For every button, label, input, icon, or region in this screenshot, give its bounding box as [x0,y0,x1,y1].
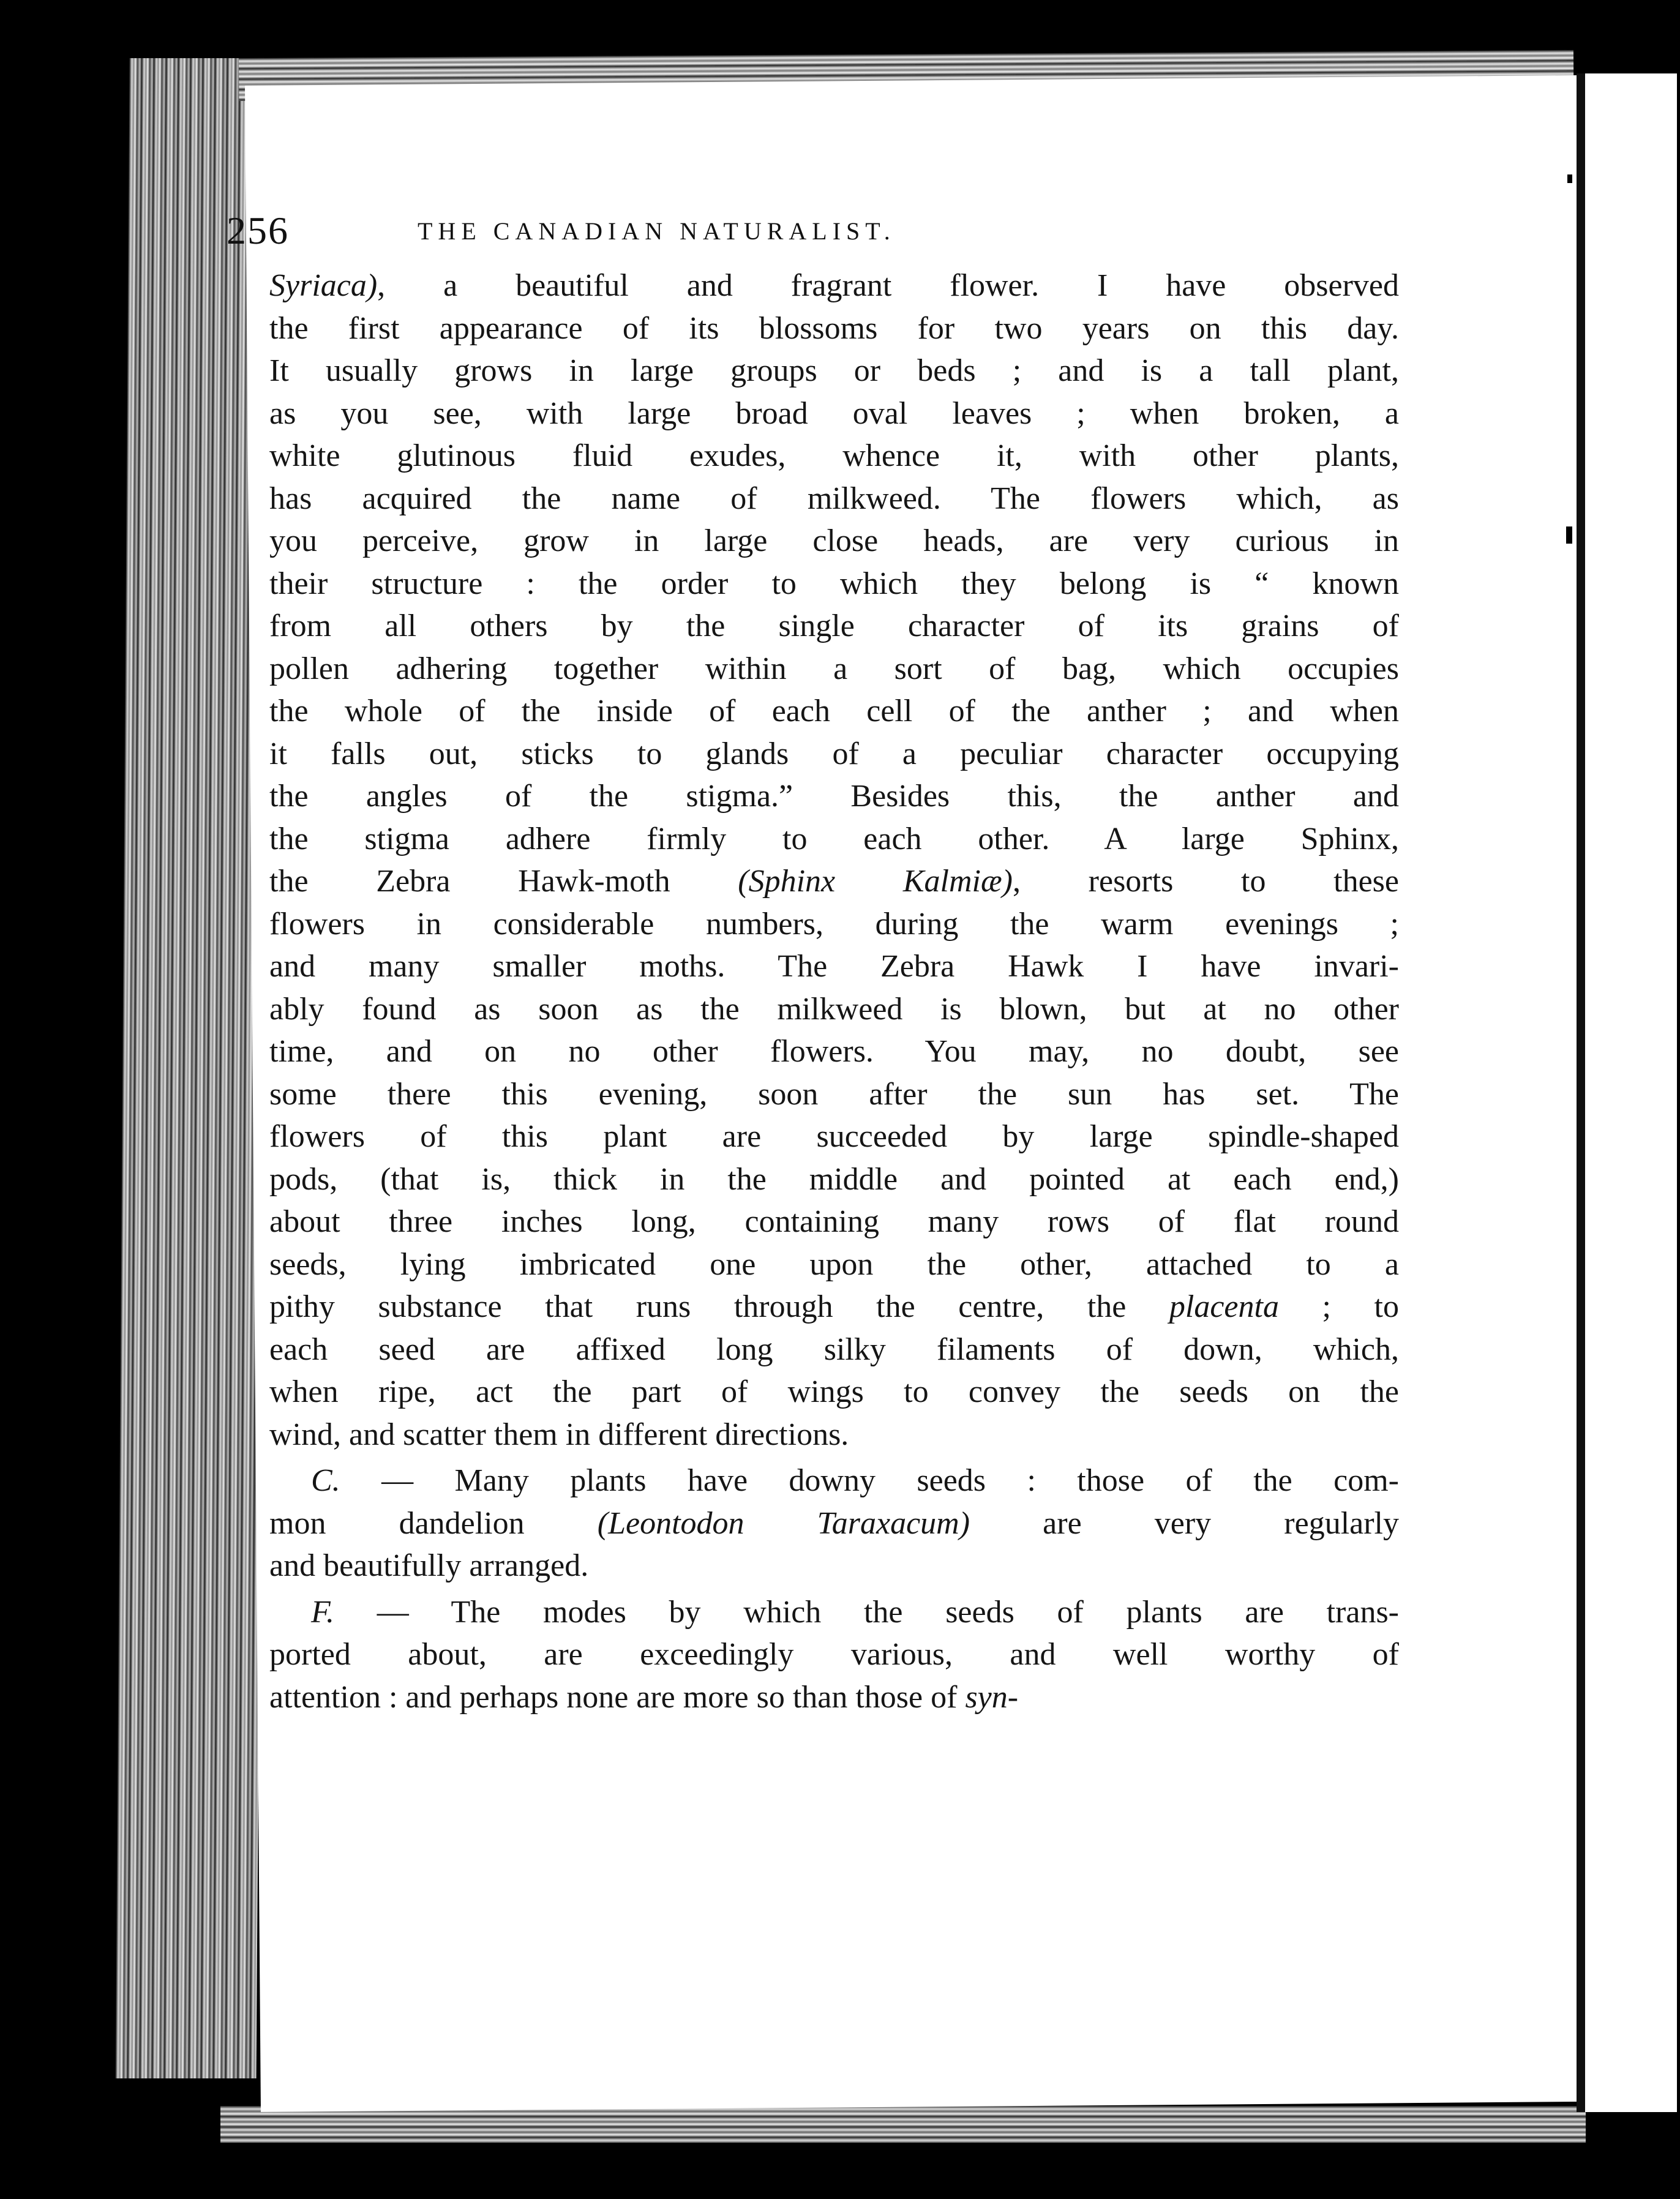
paragraph [269,264,1399,1456]
text-line [269,860,1399,903]
edge-mark [1566,526,1572,544]
italic-run: placenta [1169,1289,1279,1324]
paragraph [269,1459,1399,1587]
text-line: their structure : the order to which they belong is “ known [269,566,1399,601]
text-run: pithy substance that runs through the centre, the [269,1289,1169,1324]
text-line: flowers of this plant are succeeded by large spindle-shaped [269,1119,1399,1154]
italic-run: F. [311,1594,335,1630]
text-line: the first appearance of its blossoms for two years on this day. [269,310,1399,346]
text-line: flowers in considerable numbers, during the warm evenings ; [269,906,1399,942]
text-line [269,1502,1399,1545]
text-run: attention : and perhaps none are more so than those of [269,1679,966,1715]
italic-run: C. [311,1463,340,1498]
running-head [227,208,1206,263]
italic-run: (Sphinx Kalmiæ) [738,864,1013,899]
text-line: ably found as soon as the milkweed is blown, but at no other [269,991,1399,1027]
text-line: seeds, lying imbricated one upon the other, attached to a [269,1246,1399,1282]
italic-run: Syriaca) [269,268,378,303]
italic-run: syn- [965,1679,1019,1715]
page-number: 256 [227,209,289,252]
text-line: and many smaller moths. The Zebra Hawk I have invari- [269,949,1399,984]
body-text [269,264,1399,1718]
text-line: white glutinous fluid exudes, whence it, with other plants, [269,438,1399,473]
text-line: the whole of the inside of each cell of the anther ; and when [269,694,1399,729]
text-run: ; to [1278,1289,1399,1324]
text-line: pods, (that is, thick in the middle and pointed at each end,) [269,1161,1399,1197]
text-line: as you see, with large broad oval leaves ; when broken, a [269,395,1399,431]
text-run: the Zebra Hawk-moth [269,864,738,899]
text-line [269,1591,1399,1634]
text-run: — Many plants have downy seeds : those of the com- [340,1463,1399,1498]
text-line: time, and on no other flowers. You may, no doubt, see [269,1034,1399,1069]
text-run: , a beautiful and fragrant flower. I have observed [377,268,1399,303]
text-line: it falls out, sticks to glands of a peculiar character occupying [269,736,1399,771]
text-line: has acquired the name of milkweed. The flowers which, as [269,481,1399,516]
text-line: the angles of the stigma.” Besides this, the anther and [269,779,1399,814]
text-run: , resorts to these [1012,864,1399,899]
text-line: you perceive, grow in large close heads, are very curious in [269,523,1399,558]
text-line: when ripe, act the part of wings to convey the seeds on the [269,1374,1399,1409]
paragraph [269,1591,1399,1719]
text-line [269,1459,1399,1502]
text-line [269,264,1399,307]
gutter-shadow [1577,73,1585,2112]
text-line: wind, and scatter them in different directions. [269,1417,849,1452]
italic-run: (Leontodon Taraxacum) [597,1505,970,1541]
text-run: are very regularly [970,1505,1399,1541]
text-line: some there this evening, soon after the sun has set. The [269,1076,1399,1112]
facing-page-sliver [1585,73,1677,2112]
text-run: — The modes by which the seeds of plants are trans- [334,1594,1399,1630]
text-line: from all others by the single character of its grains of [269,609,1399,643]
page-edges-bottom [220,2106,1586,2143]
text-line: ported about, are exceedingly various, and well worthy of [269,1637,1399,1672]
edge-mark [1567,174,1572,183]
text-line: and beautifully arranged. [269,1548,589,1583]
text-line: It usually grows in large groups or beds ; and is a tall plant, [269,353,1399,388]
text-line: pollen adhering together within a sort of bag, which occupies [269,651,1399,686]
text-line [269,1676,1399,1719]
text-line: about three inches long, containing many rows of flat round [269,1204,1399,1239]
text-line [269,1286,1399,1328]
running-title: THE CANADIAN NATURALIST. [418,217,896,245]
text-line: each seed are affixed long silky filaments of down, which, [269,1332,1399,1367]
text-run: mon dandelion [269,1505,598,1541]
text-line: the stigma adhere firmly to each other. A large Sphinx, [269,821,1399,856]
